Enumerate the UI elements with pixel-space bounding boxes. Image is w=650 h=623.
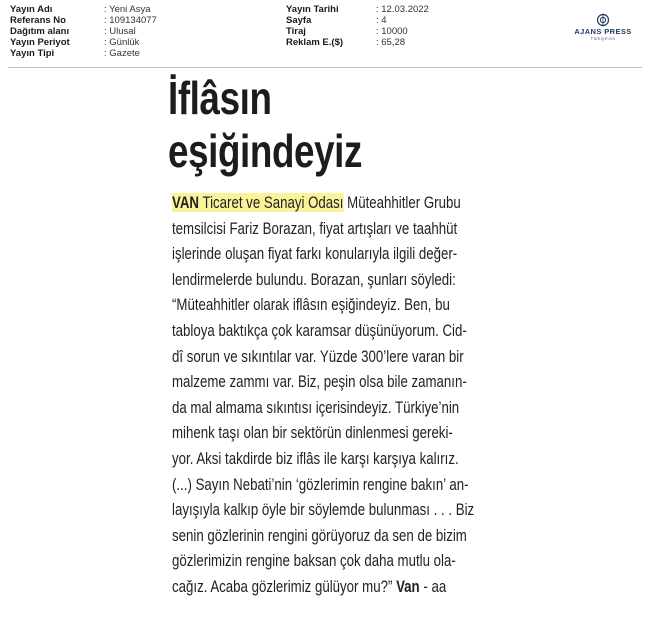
article-line: yor. Aksi takdirde biz iflâs ile karşı karşıya kalırız. xyxy=(172,448,459,468)
ajans-press-logo-icon xyxy=(595,13,611,27)
article-line: lendirmelerde bulundu. Borazan, şunları söyledi: xyxy=(172,269,456,289)
meta-row: Yayın Tarihi : 12.03.2022 xyxy=(286,4,429,15)
article-line: VAN Ticaret ve Sanayi Odası Müteahhitler Grubu xyxy=(172,193,461,212)
article-line: temsilcisi Fariz Borazan, fiyat artışları ve taahhüt xyxy=(172,218,458,238)
article-line: gözlerimizin rengine baksan çok daha mutlu ola- xyxy=(172,551,456,571)
article-line: “Müteahhitler olarak iflâsın eşiğindeyiz. Ben, bu xyxy=(172,295,450,315)
meta-row: Yayın Periyot : Günlük xyxy=(10,37,140,48)
meta-row: Dağıtım alanı : Ulusal xyxy=(10,26,136,37)
meta-row: Referans No : 109134077 xyxy=(10,15,157,26)
headline-line: İflâsın xyxy=(168,72,272,124)
byline-agency: - aa xyxy=(423,576,447,596)
logo-name: AJANS PRESS xyxy=(574,27,632,36)
article-line: (...) Sayın Nebati’nin ‘gözlerimin rengine bakın’ an- xyxy=(172,474,469,494)
article-line: senin gözlerinin rengini görüyoruz da sen de bizim xyxy=(172,525,467,545)
article-line: mihenk taşı olan bir sektörün dinlenmesi gereki- xyxy=(172,423,453,443)
header-divider xyxy=(8,67,642,68)
highlight-van: VAN xyxy=(172,193,200,212)
article-line: cağız. Acaba gözlerimiz gülüyor mu?” Van - aa xyxy=(172,576,447,596)
metadata-left xyxy=(10,4,157,59)
byline-van: Van xyxy=(396,576,420,596)
article-body xyxy=(172,190,564,600)
metadata-right xyxy=(286,4,429,48)
article-line: layışıyla kalkıp öyle bir söylemde bulunması . . . Biz xyxy=(172,500,475,520)
meta-row: Reklam E.($) : 65,28 xyxy=(286,37,406,48)
logo-subtitle: Türkiye'nin xyxy=(590,36,616,41)
article-line: dî sorun ve sıkıntılar var. Yüzde 300’lere varan bir xyxy=(172,346,464,366)
article-line: tabloya baktıkça çok karamsar düşünüyorum. Cid- xyxy=(172,320,467,340)
meta-row: Sayfa : 4 xyxy=(286,15,387,26)
article-line: malzeme zammı var. Biz, peşin olsa bile zamanın- xyxy=(172,372,467,392)
meta-row: Yayın Adı : Yeni Asya xyxy=(10,4,151,15)
ajans-press-logo xyxy=(566,13,640,42)
headline-line: eşiğindeyiz xyxy=(168,125,362,177)
meta-row: Yayın Tipi : Gazete xyxy=(10,48,140,59)
article-line: da mal almama sıkıntısı içerisindeyiz. Türkiye’nin xyxy=(172,397,460,417)
article-line: işlerinde oluşan fiyat farkı konularıyla ilgili değer- xyxy=(172,244,458,264)
article-headline xyxy=(168,72,362,178)
highlight-organization: Ticaret ve Sanayi Odası xyxy=(202,193,344,212)
meta-row: Tiraj : 10000 xyxy=(286,26,408,37)
